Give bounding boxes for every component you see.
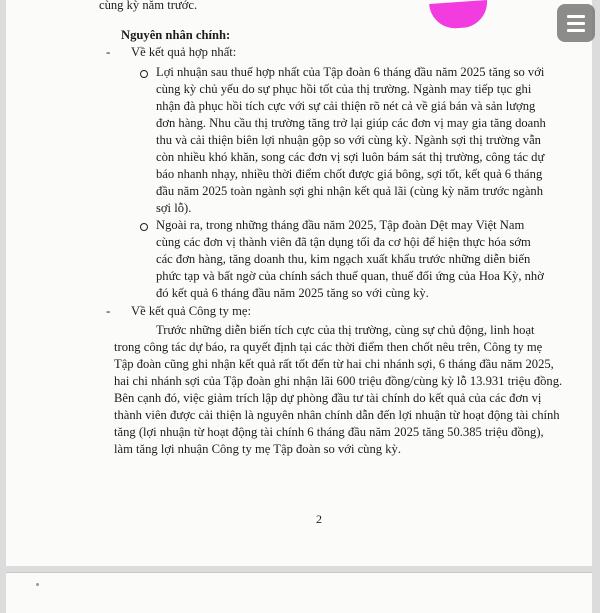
document-page [6,0,592,566]
heading: Nguyên nhân chính: [121,28,231,42]
para-line: tăng (lợi nhuận từ hoạt động tài chính 6 tháng đầu năm 2025 tăng 50.385 triệu đồng), [114,425,544,439]
page-number: 2 [316,512,322,526]
dash-bullet: - [106,303,111,318]
item1-line: nhận đà phục hồi tích cực với sự cải thiện rõ nét cả về giá bán và sản lượng [156,99,536,113]
para-line: làm tăng lợi nhuận Công ty mẹ Tập đoàn so với cùng kỳ. [114,442,401,456]
page-text [6,0,592,566]
item2-line: đó kết quả 6 tháng đầu năm 2025 tăng so với cùng kỳ. [156,286,429,300]
speck [36,583,39,586]
top-line: cùng kỳ năm trước. [99,0,198,12]
item1-line: thu và cải thiện biên lợi nhuận gộp so với cùng kỳ. Ngành sợi thị trường vẫn [156,133,541,147]
item2-line: các đơn hàng, tăng doanh thu, kim ngạch xuất khẩu trước những diễn biến [156,252,531,266]
section2-title: Về kết quả Công ty mẹ: [131,304,251,318]
para-line: Trước những diễn biến tích cực của thị trường, cùng sự chủ động, linh hoạt [156,323,535,337]
item1-line: báo nhanh nhạy, nhiều thời điểm chốt được giá bông, sợi tốt, kết quả 6 tháng [156,167,543,181]
next-page-edge [6,572,592,613]
item2-line: Ngoài ra, trong những tháng đầu năm 2025, Tập đoàn Dệt may Việt Nam [156,218,525,232]
para-line: thành viên được cải thiện là nguyên nhân chính dẫn đến lợi nhuận từ hoạt động tài chính [114,408,560,422]
para-line: hai chi nhánh sợi của Tập đoàn ghi nhận lãi 600 triệu đồng/cùng kỳ lỗ 13.931 triệu đồng. [114,374,563,388]
item1-line: còn nhiều khó khăn, song các đơn vị sợi luôn bám sát thị trường, công tác dự [156,150,545,164]
item1-line: đơn hàng. Nhu cầu thị trường tăng trở lại giúp các đơn vị may gia tăng doanh [156,116,546,130]
section1-title: Về kết quả hợp nhất: [131,45,237,59]
menu-button[interactable] [557,4,595,42]
hamburger-line [567,22,585,25]
item2-line: cùng các đơn vị thành viên đã tận dụng tối đa cơ hội để hiện thực hóa sớm [156,235,531,249]
circle-bullet-icon [140,223,148,231]
para-line: Tập đoàn cũng ghi nhận kết quả rất tốt đến từ hai chi nhánh sợi, 6 tháng đầu năm 2025, [114,357,554,371]
dash-bullet: - [106,44,111,59]
item1-line: cùng kỳ chủ yếu do sự phục hồi tốt của thị trường. Ngành may tiếp tục ghi [156,82,532,96]
circle-bullet-icon [140,70,148,78]
para-line: Bên cạnh đó, việc giảm trích lập dự phòng đầu tư tài chính do kết quả của các đơn vị [114,391,542,405]
item1-line: đầu năm 2025 toàn ngành sợi ghi nhận kết quả lãi (cùng kỳ năm trước ngành [156,184,544,198]
para-line: trong công tác dự báo, ra quyết định tại các thời điểm then chốt nêu trên, Công ty mẹ [114,340,543,354]
item1-line: Lợi nhuận sau thuế hợp nhất của Tập đoàn 6 tháng đầu năm 2025 tăng so với [156,65,545,79]
item1-line: sợi lỗ). [156,201,192,215]
hamburger-line [567,29,585,32]
hamburger-menu-icon [567,15,585,18]
item2-line: phức tạp và bất ngờ của chính sách thuế quan, thuế đối ứng của Hoa Kỳ, nhờ [156,269,544,283]
